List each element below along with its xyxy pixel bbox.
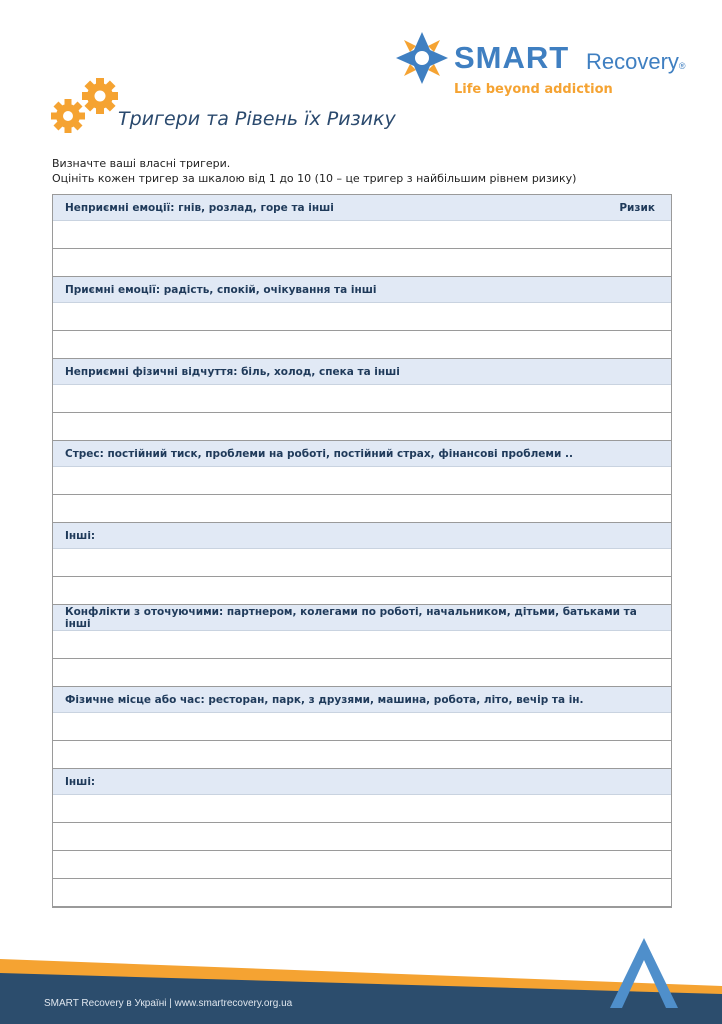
section-header: [53, 359, 671, 385]
trigger-entry-row[interactable]: [53, 385, 671, 413]
section-label: Фізичне місце або час: ресторан, парк, з друзями, машина, робота, літо, вечір та ін.: [65, 693, 584, 706]
trigger-entry-row[interactable]: [53, 249, 671, 277]
trigger-entry-row[interactable]: [53, 659, 671, 687]
trigger-entry-row[interactable]: [53, 303, 671, 331]
logo-smart-text: SMART: [454, 40, 570, 75]
logo-recovery-word: Recovery: [586, 49, 679, 74]
trigger-entry-row[interactable]: [53, 741, 671, 769]
trigger-entry-row[interactable]: [53, 577, 671, 605]
instructions: [52, 156, 576, 186]
footer-text: SMART Recovery в Україні | www.smartrecovery.org.ua: [44, 998, 293, 1009]
risk-column-label: Ризик: [619, 201, 655, 214]
section-header: [53, 769, 671, 795]
section-label: Стрес: постійний тиск, проблеми на роботі, постійний страх, фінансові проблеми ..: [65, 447, 573, 460]
section-header: [53, 195, 671, 221]
trigger-entry-row[interactable]: [53, 549, 671, 577]
page-title: Тригери та Рівень їх Ризику: [118, 108, 396, 130]
trigger-entry-row[interactable]: [53, 495, 671, 523]
trigger-entry-row[interactable]: [53, 851, 671, 879]
section-label: Інші:: [65, 775, 96, 788]
instruction-line-2: Оцініть кожен тригер за шкалою від 1 до 10 (10 – це тригер з найбільшим рівнем ризику): [52, 172, 577, 185]
logo-recovery-text: [586, 49, 686, 75]
section-header: [53, 687, 671, 713]
trigger-entry-row[interactable]: [53, 823, 671, 851]
triggers-table: [52, 194, 672, 908]
trigger-entry-row[interactable]: [53, 879, 671, 907]
instruction-line-1: Визначте ваші власні тригери.: [52, 157, 231, 170]
section-header: [53, 441, 671, 467]
trigger-entry-row[interactable]: [53, 221, 671, 249]
trigger-entry-row[interactable]: [53, 713, 671, 741]
section-header: [53, 605, 671, 631]
logo-tagline: Life beyond addiction: [454, 82, 613, 97]
footer-band: [0, 934, 722, 1024]
registered-mark: ®: [678, 61, 686, 71]
smart-recovery-logo: [394, 30, 714, 102]
compass-star-icon: [396, 32, 448, 84]
section-label: Конфлікти з оточуючими: партнером, колегами по роботі, начальником, дітьми, батьками та інші: [65, 605, 637, 630]
trigger-entry-row[interactable]: [53, 413, 671, 441]
trigger-entry-row[interactable]: [53, 331, 671, 359]
section-header: [53, 277, 671, 303]
trigger-entry-row[interactable]: [53, 795, 671, 823]
section-label: Інші:: [65, 529, 96, 542]
gears-icon: [50, 78, 122, 134]
trigger-entry-row[interactable]: [53, 467, 671, 495]
trigger-entry-row[interactable]: [53, 631, 671, 659]
section-label: Приємні емоції: радість, спокій, очікування та інші: [65, 283, 377, 296]
section-header: [53, 523, 671, 549]
section-label: Неприємні фізичні відчуття: біль, холод, спека та інші: [65, 365, 400, 378]
section-label: Неприємні емоції: гнів, розлад, горе та інші: [65, 201, 334, 214]
